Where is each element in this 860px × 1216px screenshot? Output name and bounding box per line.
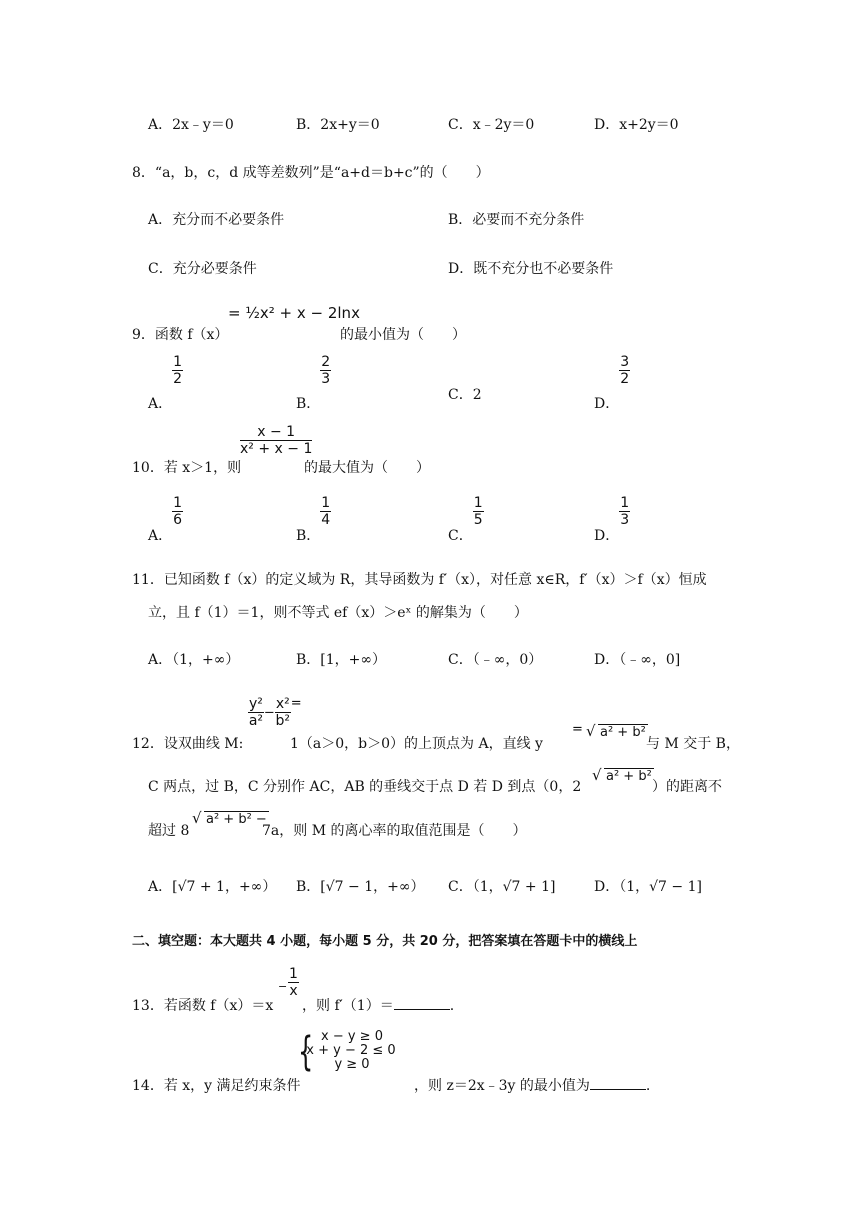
section-heading: 二、填空题：本大题共 4 小题，每小题 5 分，共 20 分，把答案填在答题卡中的横线上 bbox=[132, 934, 638, 949]
q8-option-d: D．既不充分也不必要条件 bbox=[448, 261, 614, 277]
q14-answer-blank[interactable] bbox=[590, 1077, 646, 1090]
q7-option-a: A．2x﹣y＝0 bbox=[148, 117, 234, 133]
q12-line-2-end: ）的距离不 bbox=[652, 779, 722, 795]
q12-equation: $\frac{\text{y²}}{\text{a²}}$ − $\frac{\text{x²}}{\text{b²}}$ = bbox=[248, 696, 302, 729]
q12-line-1: 1（a＞0，b＞0）的上顶点为 A，直线 y bbox=[290, 736, 543, 752]
q8-option-b: B．必要而不充分条件 bbox=[448, 212, 585, 228]
q9-stem: 9．函数 f（x） bbox=[132, 327, 229, 343]
q11-option-c: C．（﹣∞，0） bbox=[448, 652, 543, 668]
q12-line-2: C 两点，过 B，C 分别作 AC，AB 的垂线交于点 D 若 D 到点（0，2 bbox=[148, 779, 582, 795]
q12-eq-sign: = bbox=[572, 722, 583, 737]
brace-icon: { bbox=[298, 1029, 314, 1075]
q12-line-3: 超过 8 bbox=[148, 823, 190, 839]
constraint-2: x + y − 2 ≤ 0 bbox=[306, 1043, 396, 1058]
q13-exponent: $\frac{1}{x}$ bbox=[289, 966, 298, 999]
q12-stem-pre: 12．设双曲线 M: bbox=[132, 736, 244, 752]
constraint-1: x − y ≥ 0 bbox=[321, 1029, 383, 1044]
q9-formula: = ½x² + x − 2lnx bbox=[228, 304, 360, 322]
q14-stem-end: ，则 z＝2x﹣3y 的最小值为 . bbox=[414, 1078, 651, 1094]
q12-option-d: D．（1，√7 − 1] bbox=[594, 879, 702, 895]
q12-line-1-end: 与 M 交于 B， bbox=[646, 736, 740, 752]
q13-exponent-prefix: − bbox=[278, 980, 288, 993]
q9-option-c: C．2 bbox=[448, 387, 482, 403]
q13-stem-end: ，则 f′（1）＝ . bbox=[302, 998, 455, 1014]
q9-option-b: B． $\frac{2}{3}$ bbox=[296, 354, 331, 412]
q10-option-c: C． $\frac{1}{5}$ bbox=[448, 495, 483, 544]
q12-sqrt-2: √ a² + b² bbox=[592, 766, 652, 784]
q11-option-b: B．[1，+∞） bbox=[296, 652, 387, 668]
q11-line-1: 11．已知函数 f（x）的定义域为 R，其导函数为 f′（x），对任意 x∈R，f′（x）＞f（x）恒成 bbox=[132, 572, 707, 588]
constraint-3: y ≥ 0 bbox=[334, 1057, 370, 1072]
q10-fraction: $\frac{x - 1}{\text{x² + x − 1}}$ bbox=[240, 424, 313, 457]
q11-option-d: D．（﹣∞，0] bbox=[594, 652, 681, 668]
q13-stem: 13．若函数 f（x）＝x bbox=[132, 998, 274, 1014]
q12-option-b: B．[√7 − 1，+∞） bbox=[296, 879, 425, 895]
q9-option-a: A． $\frac{1}{2}$ bbox=[148, 354, 183, 412]
q12-option-c: C．（1，√7 + 1] bbox=[448, 879, 556, 895]
q10-stem-end: 的最大值为（ ） bbox=[304, 460, 430, 476]
q13-answer-blank[interactable] bbox=[394, 997, 450, 1010]
q8-option-c: C．充分必要条件 bbox=[148, 261, 257, 277]
q12-option-a: A．[√7 + 1，+∞） bbox=[148, 879, 277, 895]
q8-stem: 8．“a，b，c，d 成等差数列”是“a+d＝b+c”的（ ） bbox=[132, 165, 490, 181]
q9-option-d: D． $\frac{3}{2}$ bbox=[594, 354, 630, 412]
q10-option-a: A． $\frac{1}{6}$ bbox=[148, 495, 183, 544]
q7-option-c: C．x﹣2y＝0 bbox=[448, 117, 535, 133]
q12-sqrt-3: √ a² + b² − bbox=[192, 809, 267, 827]
q10-option-b: B． $\frac{1}{4}$ bbox=[296, 495, 331, 544]
q9-stem-end: 的最小值为（ ） bbox=[340, 327, 466, 343]
q10-stem: 10．若 x＞1，则 bbox=[132, 460, 242, 476]
q7-option-b: B．2x+y＝0 bbox=[296, 117, 380, 133]
q11-line-2: 立，且 f（1）＝1，则不等式 ef（x）＞eˣ 的解集为（ ） bbox=[148, 605, 528, 621]
q7-option-d: D．x+2y＝0 bbox=[594, 117, 679, 133]
q11-option-a: A．（1，+∞） bbox=[148, 652, 240, 668]
q12-sqrt-1: √ a² + b² bbox=[586, 722, 646, 740]
q8-option-a: A．充分而不必要条件 bbox=[148, 212, 285, 228]
q12-line-3-end: 7a，则 M 的离心率的取值范围是（ ） bbox=[262, 823, 527, 839]
q10-option-d: D． $\frac{1}{3}$ bbox=[594, 495, 630, 544]
q14-stem: 14．若 x，y 满足约束条件 bbox=[132, 1078, 301, 1094]
